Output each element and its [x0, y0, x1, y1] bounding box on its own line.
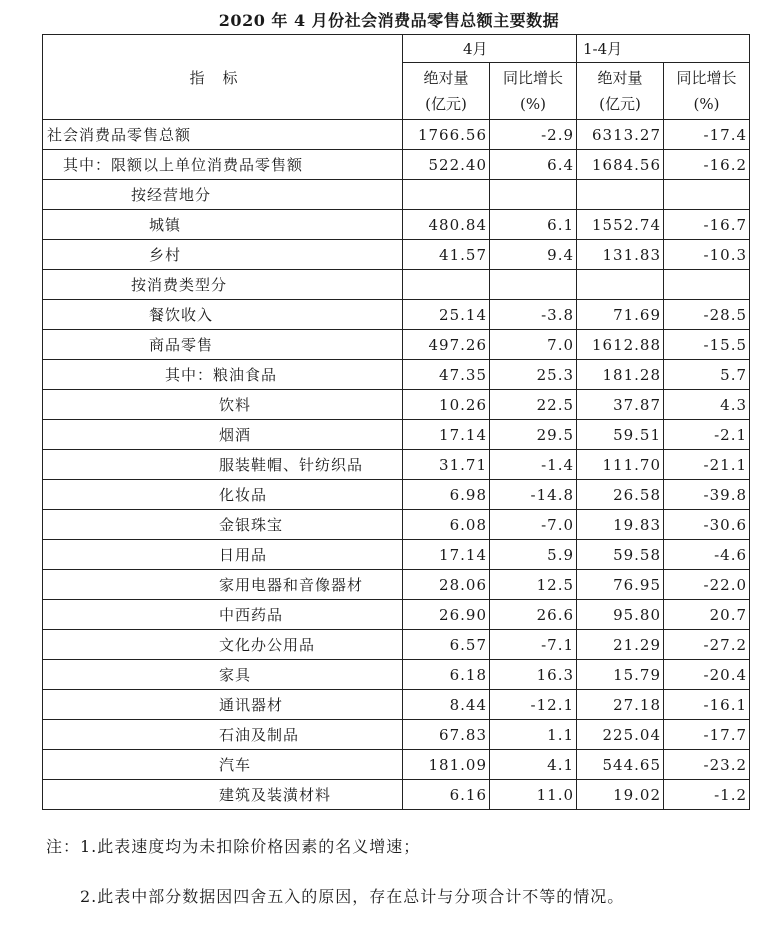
ytd-absolute-cell: 544.65 [577, 750, 664, 780]
ytd-absolute-cell: 21.29 [577, 630, 664, 660]
april-yoy-cell: 16.3 [490, 660, 577, 690]
row-label: 商品零售 [43, 330, 403, 360]
april-yoy-cell: 6.1 [490, 210, 577, 240]
april-yoy-cell: -7.1 [490, 630, 577, 660]
april-absolute-header [403, 63, 490, 120]
april-yoy-cell: 7.0 [490, 330, 577, 360]
april-absolute-cell: 47.35 [403, 360, 490, 390]
ytd-absolute-cell: 59.58 [577, 540, 664, 570]
april-absolute-cell: 6.08 [403, 510, 490, 540]
row-label: 社会消费品零售总额 [43, 120, 403, 150]
table-row [43, 270, 750, 300]
april-absolute-cell: 522.40 [403, 150, 490, 180]
row-label: 文化办公用品 [43, 630, 403, 660]
table-row [43, 390, 750, 420]
ytd-absolute-cell [577, 270, 664, 300]
table-row [43, 690, 750, 720]
row-label: 日用品 [43, 540, 403, 570]
april-yoy-cell: 25.3 [490, 360, 577, 390]
april-yoy-cell [490, 180, 577, 210]
row-label: 其中：限额以上单位消费品零售额 [43, 150, 403, 180]
ytd-yoy-cell: -16.7 [664, 210, 750, 240]
table-row [43, 360, 750, 390]
april-yoy-cell: 6.4 [490, 150, 577, 180]
table-row [43, 210, 750, 240]
ytd-yoy-cell: -17.7 [664, 720, 750, 750]
ytd-yoy-cell: -23.2 [664, 750, 750, 780]
ytd-yoy-header [664, 63, 750, 120]
row-label: 饮料 [43, 390, 403, 420]
april-absolute-cell: 10.26 [403, 390, 490, 420]
ytd-absolute-cell: 181.28 [577, 360, 664, 390]
ytd-yoy-cell: -16.2 [664, 150, 750, 180]
april-absolute-cell: 1766.56 [403, 120, 490, 150]
table-row [43, 300, 750, 330]
ytd-absolute-cell: 27.18 [577, 690, 664, 720]
table-row [43, 120, 750, 150]
april-yoy-cell: 12.5 [490, 570, 577, 600]
ytd-yoy-cell: 4.3 [664, 390, 750, 420]
table-row [43, 240, 750, 270]
ytd-absolute-cell: 95.80 [577, 600, 664, 630]
ytd-yoy-cell: -22.0 [664, 570, 750, 600]
table-row [43, 630, 750, 660]
april-absolute-cell [403, 180, 490, 210]
ytd-yoy-cell [664, 180, 750, 210]
ytd-absolute-cell: 225.04 [577, 720, 664, 750]
ytd-yoy-cell: -27.2 [664, 630, 750, 660]
april-absolute-cell: 26.90 [403, 600, 490, 630]
row-label: 按经营地分 [43, 180, 403, 210]
ytd-yoy-cell: -15.5 [664, 330, 750, 360]
ytd-yoy-cell: -20.4 [664, 660, 750, 690]
april-absolute-cell: 31.71 [403, 450, 490, 480]
ytd-absolute-cell: 59.51 [577, 420, 664, 450]
april-absolute-cell: 480.84 [403, 210, 490, 240]
april-absolute-cell: 25.14 [403, 300, 490, 330]
table-row [43, 510, 750, 540]
table-row [43, 330, 750, 360]
period-april-header: 4月 [403, 35, 577, 63]
ytd-absolute-cell: 76.95 [577, 570, 664, 600]
ytd-absolute-cell: 111.70 [577, 450, 664, 480]
row-label: 乡村 [43, 240, 403, 270]
absolute-label: 绝对量 [597, 69, 643, 87]
row-label: 家具 [43, 660, 403, 690]
table-title: 2020 年 4 月份社会消费品零售总额主要数据 [218, 11, 560, 30]
table-row [43, 480, 750, 510]
ytd-yoy-cell: 5.7 [664, 360, 750, 390]
header-row-periods [43, 35, 750, 63]
ytd-absolute-cell: 6313.27 [577, 120, 664, 150]
april-yoy-cell: 5.9 [490, 540, 577, 570]
ytd-yoy-cell: -28.5 [664, 300, 750, 330]
ytd-yoy-cell: -10.3 [664, 240, 750, 270]
ytd-absolute-cell: 19.02 [577, 780, 664, 810]
april-absolute-cell: 181.09 [403, 750, 490, 780]
note-1: 注：1.此表速度均为未扣除价格因素的名义增速； [46, 837, 421, 856]
april-yoy-cell: 1.1 [490, 720, 577, 750]
ytd-absolute-cell: 19.83 [577, 510, 664, 540]
yoy-label: 同比增长 [676, 69, 737, 87]
april-yoy-cell: -2.9 [490, 120, 577, 150]
april-yoy-cell: 29.5 [490, 420, 577, 450]
absolute-unit: (亿元) [599, 95, 641, 113]
table-row [43, 450, 750, 480]
table-row [43, 600, 750, 630]
absolute-unit: (亿元) [425, 95, 467, 113]
absolute-label: 绝对量 [423, 69, 469, 87]
april-yoy-cell: 22.5 [490, 390, 577, 420]
ytd-absolute-cell: 131.83 [577, 240, 664, 270]
row-label: 化妆品 [43, 480, 403, 510]
table-row [43, 780, 750, 810]
yoy-unit: (%) [520, 95, 546, 113]
ytd-yoy-cell: -30.6 [664, 510, 750, 540]
ytd-absolute-cell: 26.58 [577, 480, 664, 510]
ytd-absolute-cell: 37.87 [577, 390, 664, 420]
row-label: 其中：粮油食品 [43, 360, 403, 390]
ytd-absolute-header [577, 63, 664, 120]
retail-sales-table [42, 34, 750, 810]
table-row [43, 540, 750, 570]
row-label: 金银珠宝 [43, 510, 403, 540]
april-absolute-cell: 17.14 [403, 540, 490, 570]
april-absolute-cell: 6.98 [403, 480, 490, 510]
table-row [43, 750, 750, 780]
yoy-label: 同比增长 [503, 69, 564, 87]
row-label: 建筑及装潢材料 [43, 780, 403, 810]
ytd-yoy-cell: 20.7 [664, 600, 750, 630]
row-label: 烟酒 [43, 420, 403, 450]
april-absolute-cell: 6.18 [403, 660, 490, 690]
april-absolute-cell: 28.06 [403, 570, 490, 600]
april-absolute-cell: 67.83 [403, 720, 490, 750]
april-absolute-cell: 497.26 [403, 330, 490, 360]
ytd-yoy-cell: -17.4 [664, 120, 750, 150]
april-absolute-cell: 8.44 [403, 690, 490, 720]
ytd-absolute-cell: 1612.88 [577, 330, 664, 360]
yoy-unit: (%) [693, 95, 720, 113]
april-yoy-cell: 9.4 [490, 240, 577, 270]
april-yoy-cell: -12.1 [490, 690, 577, 720]
row-label: 餐饮收入 [43, 300, 403, 330]
april-absolute-cell: 17.14 [403, 420, 490, 450]
ytd-yoy-cell [664, 270, 750, 300]
row-label: 家用电器和音像器材 [43, 570, 403, 600]
april-absolute-cell: 41.57 [403, 240, 490, 270]
april-yoy-header [490, 63, 577, 120]
ytd-yoy-cell: -2.1 [664, 420, 750, 450]
april-yoy-cell: -1.4 [490, 450, 577, 480]
ytd-yoy-cell: -1.2 [664, 780, 750, 810]
april-absolute-cell [403, 270, 490, 300]
ytd-yoy-cell: -39.8 [664, 480, 750, 510]
table-row [43, 420, 750, 450]
ytd-yoy-cell: -4.6 [664, 540, 750, 570]
april-yoy-cell: 26.6 [490, 600, 577, 630]
april-yoy-cell: 4.1 [490, 750, 577, 780]
april-yoy-cell: -7.0 [490, 510, 577, 540]
april-absolute-cell: 6.16 [403, 780, 490, 810]
table-row [43, 720, 750, 750]
ytd-absolute-cell: 1684.56 [577, 150, 664, 180]
row-label: 按消费类型分 [43, 270, 403, 300]
row-label: 服装鞋帽、针纺织品 [43, 450, 403, 480]
ytd-yoy-cell: -16.1 [664, 690, 750, 720]
indicator-header: 指标 [43, 35, 403, 120]
ytd-absolute-cell: 15.79 [577, 660, 664, 690]
row-label: 通讯器材 [43, 690, 403, 720]
ytd-absolute-cell [577, 180, 664, 210]
note-2: 2.此表中部分数据因四舍五入的原因，存在总计与分项合计不等的情况。 [80, 887, 625, 906]
row-label: 城镇 [43, 210, 403, 240]
april-absolute-cell: 6.57 [403, 630, 490, 660]
table-row [43, 660, 750, 690]
ytd-absolute-cell: 1552.74 [577, 210, 664, 240]
ytd-yoy-cell: -21.1 [664, 450, 750, 480]
row-label: 汽车 [43, 750, 403, 780]
ytd-absolute-cell: 71.69 [577, 300, 664, 330]
april-yoy-cell: -14.8 [490, 480, 577, 510]
april-yoy-cell: -3.8 [490, 300, 577, 330]
table-row [43, 180, 750, 210]
april-yoy-cell [490, 270, 577, 300]
table-row [43, 150, 750, 180]
row-label: 石油及制品 [43, 720, 403, 750]
table-row [43, 570, 750, 600]
april-yoy-cell: 11.0 [490, 780, 577, 810]
row-label: 中西药品 [43, 600, 403, 630]
period-jan-apr-header: 1-4月 [577, 35, 750, 63]
